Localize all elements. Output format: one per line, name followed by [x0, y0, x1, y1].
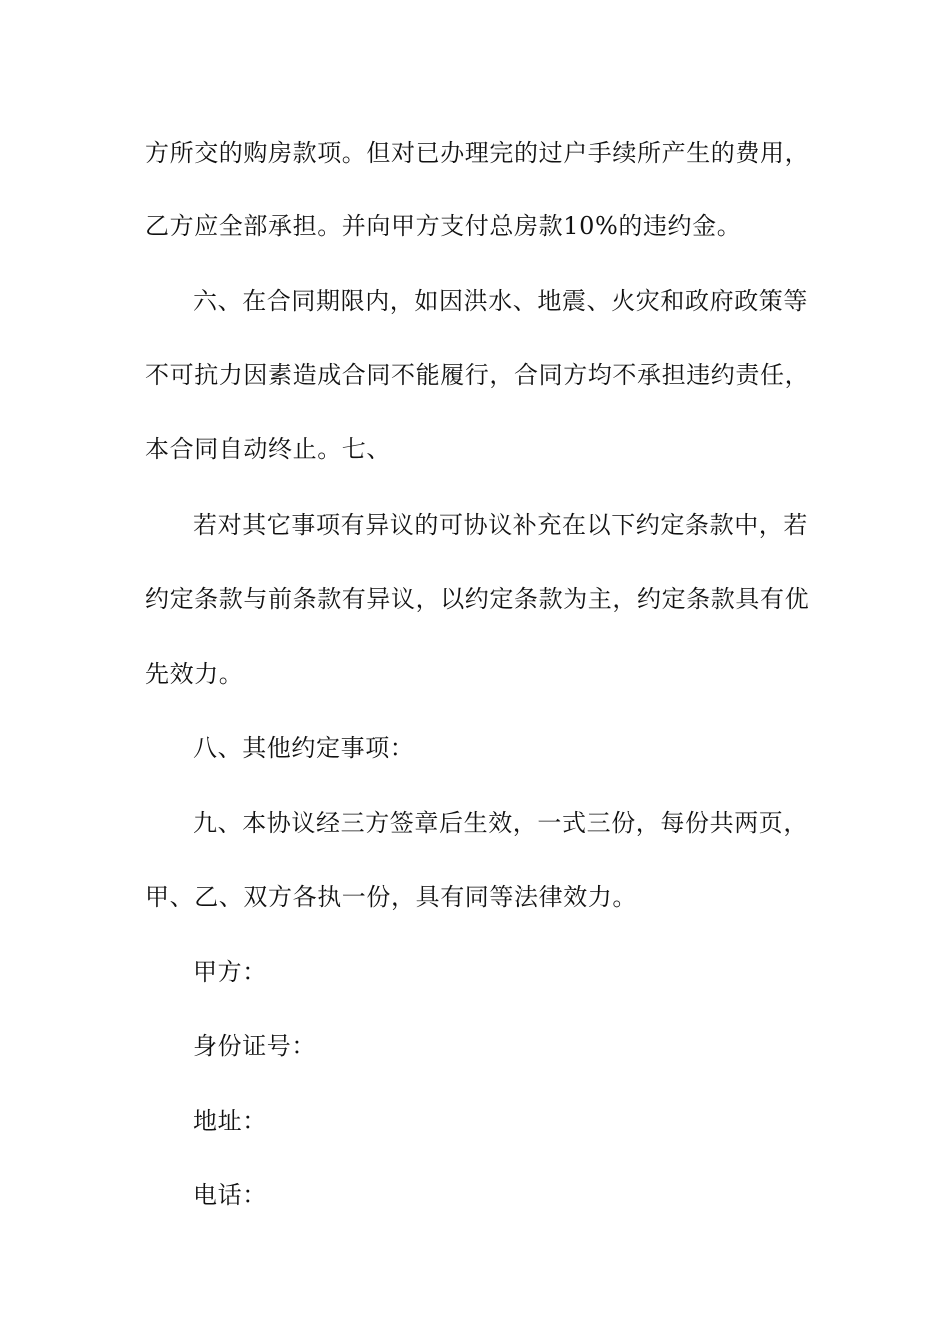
text-line: 八、其他约定事项： — [193, 734, 415, 762]
text-line: 不可抗力因素造成合同不能履行，合同方均不承担违约责任， — [145, 361, 810, 389]
text-line: 约定条款与前条款有异议，以约定条款为主，约定条款具有优 — [145, 585, 810, 613]
text-line: 九、本协议经三方签章后生效，一式三份，每份共两页， — [193, 809, 808, 837]
text-line: 甲、乙、双方各执一份，具有同等法律效力。 — [145, 883, 637, 911]
signature-label-phone: 电话： — [193, 1181, 267, 1209]
text-line: 若对其它事项有异议的可协议补充在以下约定条款中，若 — [193, 511, 808, 539]
text-line: 先效力。 — [145, 660, 244, 688]
signature-label-party-a: 甲方： — [193, 958, 267, 986]
signature-label-address: 地址： — [193, 1107, 267, 1135]
text-line: 本合同自动终止。七、 — [145, 435, 391, 463]
text-line: 方所交的购房款项。但对已办理完的过户手续所产生的费用， — [145, 139, 810, 167]
text-line: 六、在合同期限内，如因洪水、地震、火灾和政府政策等 — [193, 287, 808, 315]
text-line: 乙方应全部承担。并向甲方支付总房款10%的违约金。 — [145, 212, 742, 240]
signature-label-id-number: 身份证号： — [193, 1032, 316, 1060]
